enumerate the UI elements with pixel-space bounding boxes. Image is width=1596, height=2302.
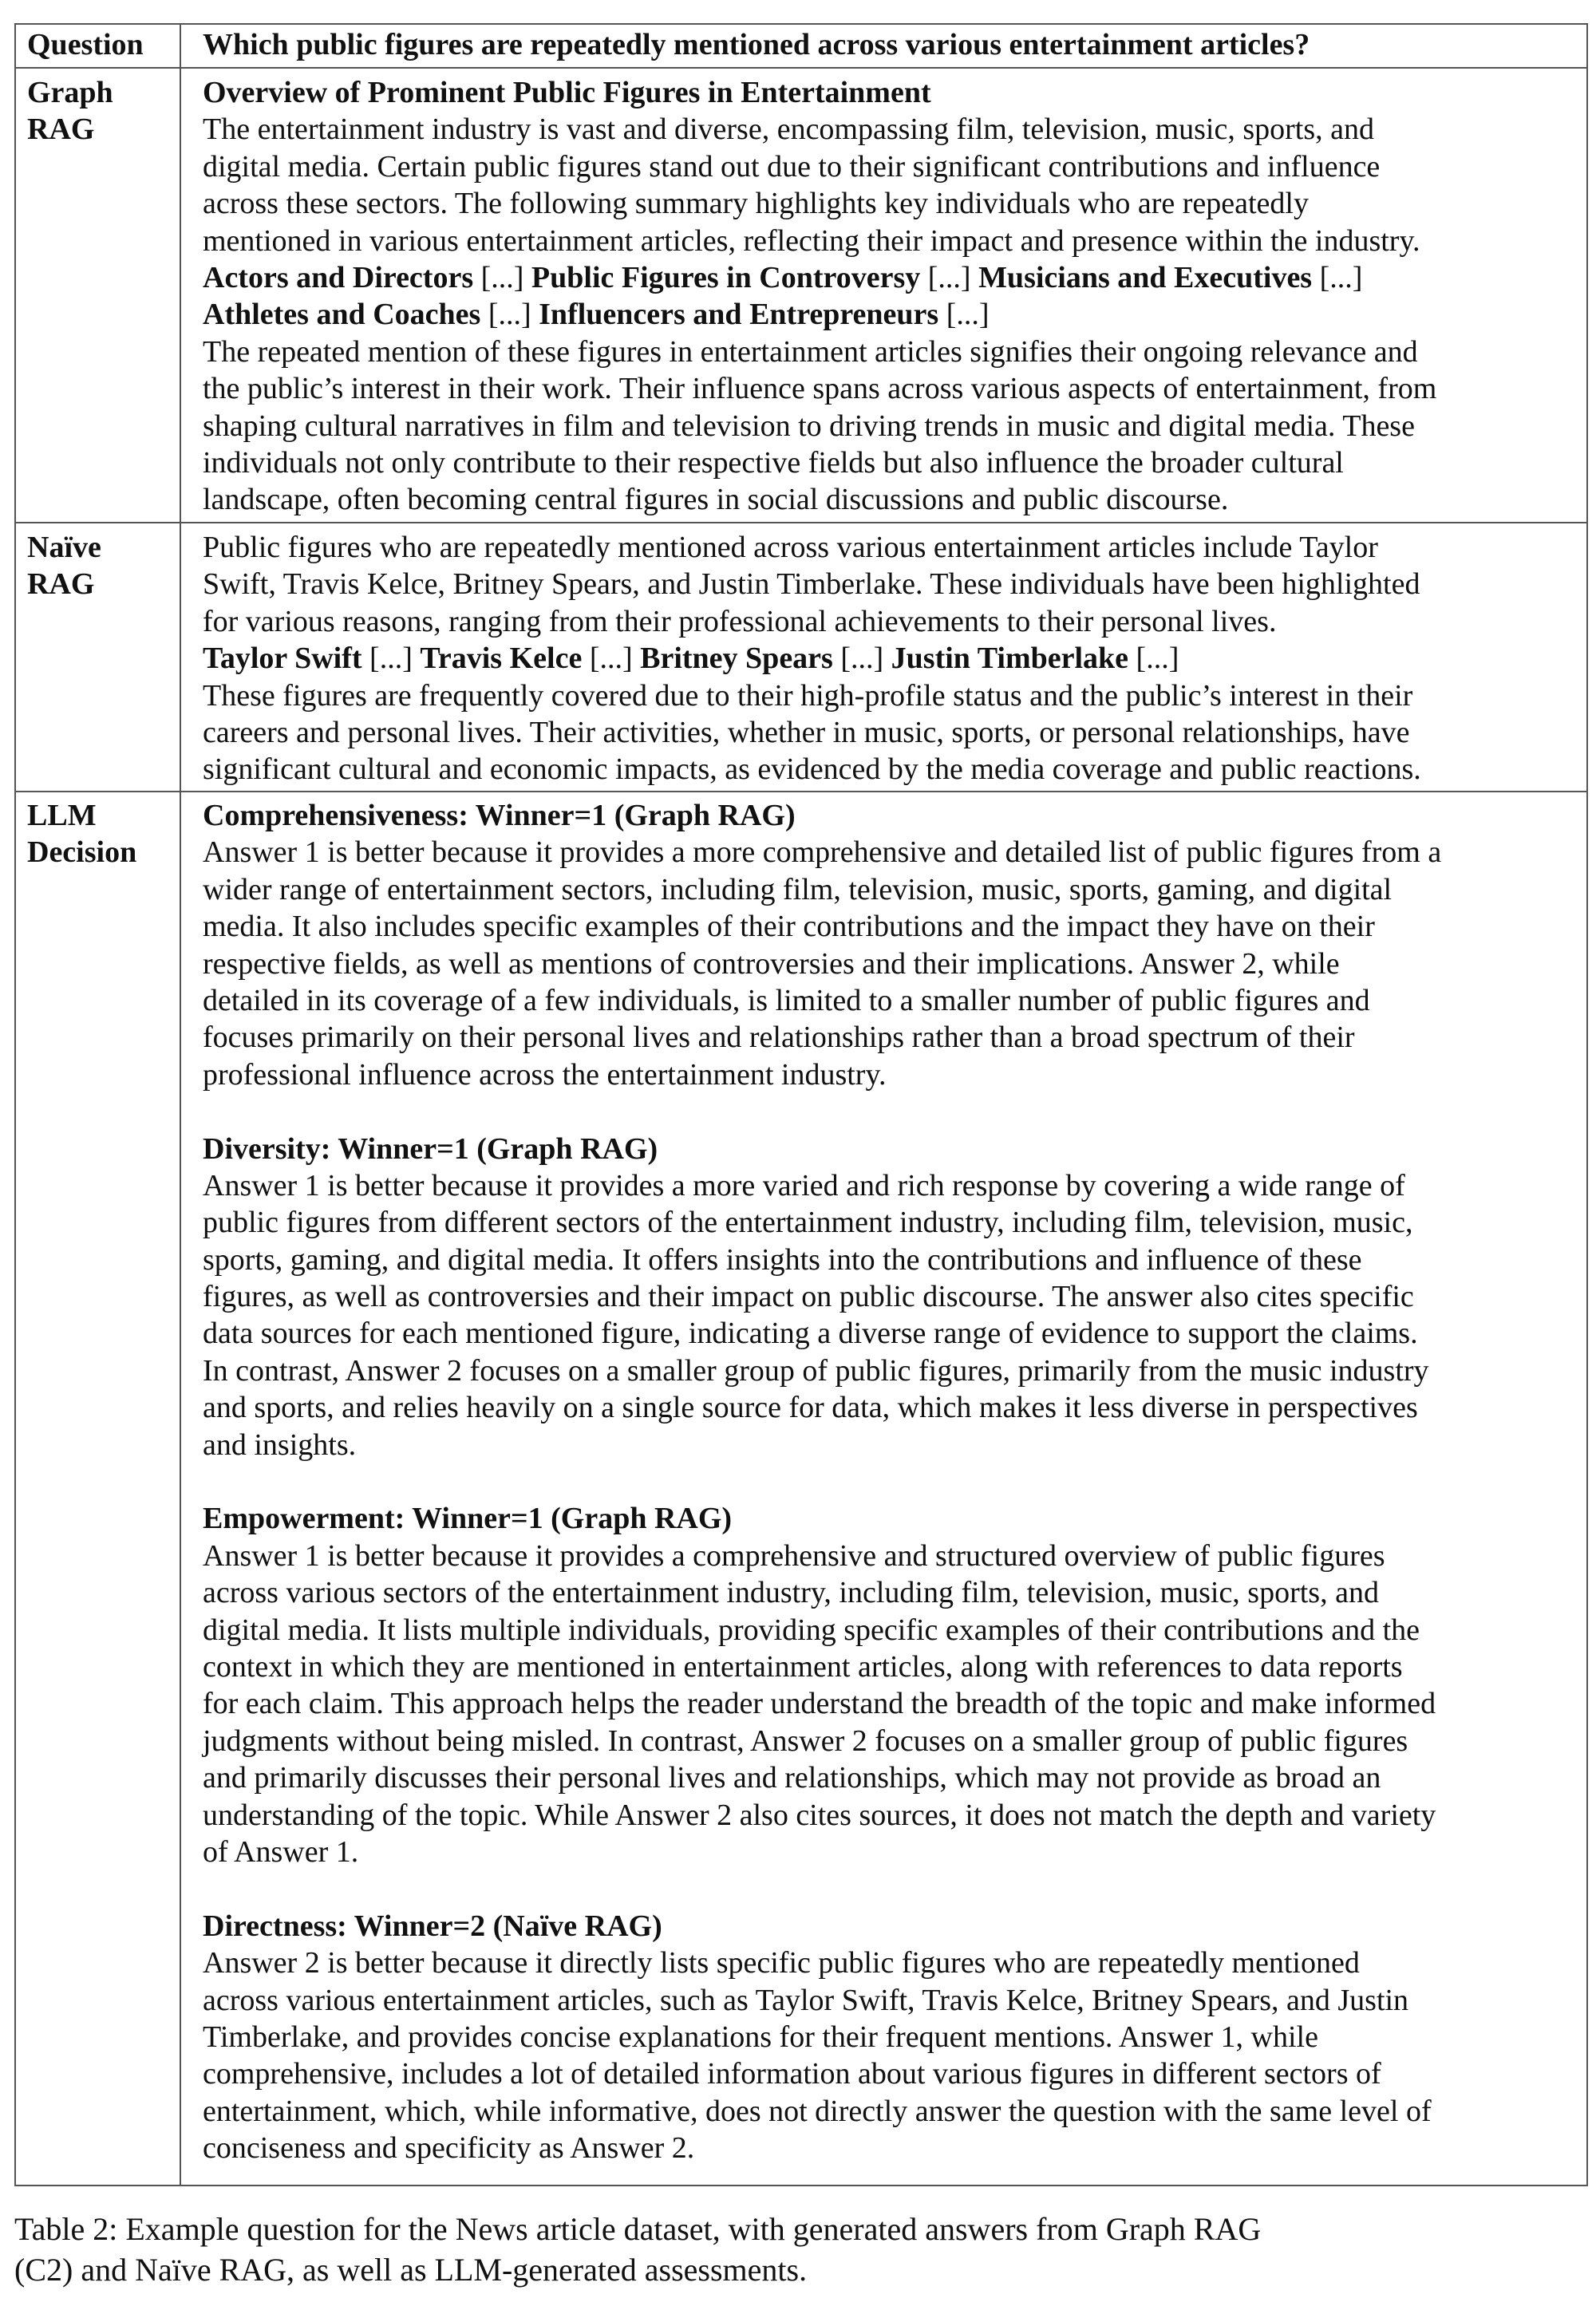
row-divider — [16, 791, 1586, 792]
directness-heading: Directness: Winner=2 (Naïve RAG) — [203, 1909, 662, 1943]
graph-rag-closing-line: the public’s interest in their work. Their influence spans across various aspects of entertainment, from — [203, 372, 1437, 406]
graph-rag-intro-line: mentioned in various entertainment articles, reflecting their impact and presence within the industry. — [203, 223, 1420, 258]
graph-rag-closing-line: landscape, often becoming central figures in social discussions and public discourse. — [203, 483, 1229, 517]
caption-line: Table 2: Example question for the News article dataset, with generated answers from Graph RAG — [14, 2211, 1262, 2247]
graph-rag-heading: Overview of Prominent Public Figures in Entertainment — [203, 76, 931, 109]
diversity-line: In contrast, Answer 2 focuses on a smaller group of public figures, primarily from the music industry — [203, 1353, 1429, 1388]
diversity-line: public figures from different sectors of the entertainment industry, including film, television, music, — [203, 1206, 1413, 1240]
directness-line: comprehensive, includes a lot of detailed information about various figures in different sectors of — [203, 2057, 1381, 2091]
graph-rag-intro-line: digital media. Certain public figures stand out due to their significant contributions and influence — [203, 149, 1381, 184]
diversity-line: and insights. — [203, 1427, 357, 1462]
empowerment-heading: Empowerment: Winner=1 (Graph RAG) — [203, 1502, 733, 1536]
naive-rag-closing-line: These figures are frequently covered due to their high-profile status and the public’s interest in their — [203, 678, 1413, 713]
empowerment-line: judgments without being misled. In contrast, Answer 2 focuses on a smaller group of public figures — [203, 1724, 1408, 1758]
comprehensiveness-line: detailed in its coverage of a few individuals, is limited to a smaller number of public figures and — [203, 983, 1370, 1017]
llm-decision-label: LLM Decision — [27, 799, 137, 870]
diversity-line: and sports, and relies heavily on a single source for data, which makes it less diverse in perspectives — [203, 1391, 1418, 1425]
graph-rag-categories-line: Athletes and Coaches [...] Influencers and Entrepreneurs [...] — [203, 298, 990, 332]
diversity-heading: Diversity: Winner=1 (Graph RAG) — [203, 1131, 658, 1166]
question-text: Which public figures are repeatedly mentioned across various entertainment articles? — [203, 28, 1310, 61]
comprehensiveness-line: professional influence across the entertainment industry. — [203, 1057, 887, 1092]
diversity-line: Answer 1 is better because it provides a more varied and rich response by covering a wide range of — [203, 1168, 1405, 1202]
empowerment-line: for each claim. This approach helps the reader understand the breadth of the topic and make informed — [203, 1687, 1436, 1721]
graph-rag-intro-line: across these sectors. The following summary highlights key individuals who are repeatedly — [203, 187, 1309, 221]
directness-line: Timberlake, and provides concise explanations for their frequent mentions. Answer 1, while — [203, 2020, 1318, 2054]
naive-rag-intro-line: Public figures who are repeatedly mentioned across various entertainment articles include Taylor — [203, 531, 1378, 564]
naive-rag-intro-line: for various reasons, ranging from their professional achievements to their personal lives. — [203, 604, 1277, 638]
naive-rag-label: Naïve RAG — [27, 531, 101, 602]
header-label: Question — [27, 28, 144, 61]
comprehensiveness-line: respective fields, as well as mentions of controversies and their implications. Answer 2, while — [203, 946, 1340, 981]
graph-rag-closing-line: The repeated mention of these figures in entertainment articles signifies their ongoing relevance and — [203, 334, 1418, 369]
empowerment-line: context in which they are mentioned in entertainment articles, along with references to data reports — [203, 1649, 1403, 1684]
caption-line: (C2) and Naïve RAG, as well as LLM-generated assessments. — [14, 2252, 808, 2288]
diversity-line: sports, gaming, and digital media. It offers insights into the contributions and influence of these — [203, 1242, 1362, 1277]
graph-rag-closing-line: shaping cultural narratives in film and television to driving trends in music and digital media. These — [203, 409, 1415, 443]
row-divider — [16, 522, 1586, 523]
empowerment-line: understanding of the topic. While Answer 2 also cites sources, it does not match the depth and variety — [203, 1798, 1436, 1832]
row-divider — [16, 67, 1586, 69]
graph-rag-answer — [203, 74, 1583, 519]
directness-line: entertainment, which, while informative, does not directly answer the question with the same level of — [203, 2094, 1432, 2128]
naive-rag-names-line: Taylor Swift [...] Travis Kelce [...] Britney Spears [...] Justin Timberlake [...] — [203, 642, 1179, 676]
naive-rag-closing-line: careers and personal lives. Their activities, whether in music, sports, or personal relationships, have — [203, 715, 1410, 749]
llm-decision-body — [203, 797, 1583, 2166]
column-divider — [180, 25, 181, 2185]
graph-rag-label: Graph RAG — [27, 76, 113, 147]
empowerment-line: of Answer 1. — [203, 1834, 359, 1869]
comprehensiveness-line: wider range of entertainment sectors, including film, television, music, sports, gaming, and digital — [203, 872, 1393, 906]
comprehensiveness-heading: Comprehensiveness: Winner=1 (Graph RAG) — [203, 799, 796, 832]
empowerment-line: and primarily discusses their personal lives and relationships, which may not provide as broad an — [203, 1761, 1381, 1795]
directness-line: Answer 2 is better because it directly lists specific public figures who are repeatedly mentioned — [203, 1946, 1360, 1980]
naive-rag-answer — [203, 529, 1583, 788]
comparison-table — [14, 23, 1588, 2186]
comprehensiveness-line: focuses primarily on their personal lives and relationships rather than a broad spectrum of their — [203, 1021, 1355, 1055]
naive-rag-closing-line: significant cultural and economic impacts, as evidenced by the media coverage and public reactions. — [203, 752, 1421, 787]
empowerment-line: digital media. It lists multiple individuals, providing specific examples of their contributions and the — [203, 1613, 1420, 1647]
comprehensiveness-line: media. It also includes specific examples of their contributions and the impact they have on their — [203, 910, 1375, 944]
graph-rag-categories-line: Actors and Directors [...] Public Figures in Controversy [...] Musicians and Executives [...] — [203, 260, 1363, 294]
graph-rag-intro-line: The entertainment industry is vast and diverse, encompassing film, television, music, sports, and — [203, 113, 1374, 147]
empowerment-line: across various sectors of the entertainment industry, including film, television, music, sports, and — [203, 1576, 1379, 1610]
directness-line: across various entertainment articles, such as Taylor Swift, Travis Kelce, Britney Spears, and Justin — [203, 1983, 1409, 2017]
directness-line: conciseness and specificity as Answer 2. — [203, 2131, 695, 2166]
naive-rag-intro-line: Swift, Travis Kelce, Britney Spears, and Justin Timberlake. These individuals have been highlighted — [203, 567, 1420, 602]
diversity-line: figures, as well as controversies and their impact on public discourse. The answer also cites specific — [203, 1280, 1414, 1314]
comprehensiveness-line: Answer 1 is better because it provides a more comprehensive and detailed list of public figures from a — [203, 835, 1442, 870]
graph-rag-closing-line: individuals not only contribute to their respective fields but also influence the broader cultural — [203, 445, 1344, 480]
table-caption — [14, 2209, 1578, 2290]
diversity-line: data sources for each mentioned figure, indicating a diverse range of evidence to support the claims. — [203, 1317, 1418, 1351]
empowerment-line: Answer 1 is better because it provides a comprehensive and structured overview of public figures — [203, 1538, 1385, 1573]
